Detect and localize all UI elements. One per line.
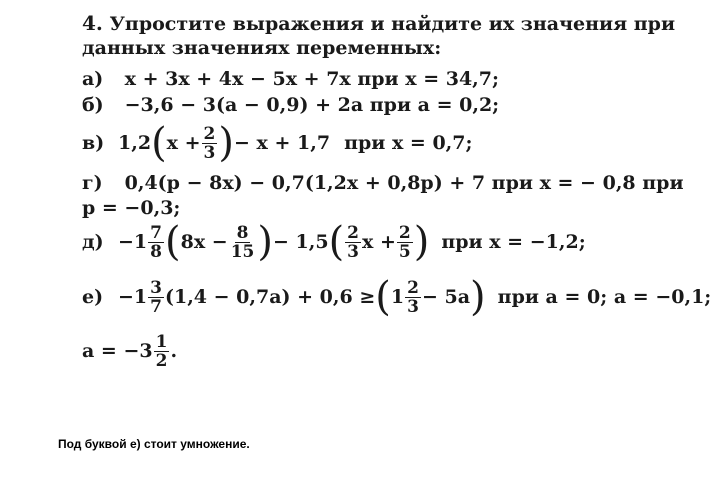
item-a — [82, 68, 499, 90]
denominator: 8 — [150, 241, 162, 262]
task-title-line2: данных значениях переменных: — [82, 37, 442, 59]
item-d-line2: p = −0,3; — [82, 197, 181, 219]
mixed-number — [118, 224, 165, 261]
fraction — [397, 224, 413, 261]
fraction — [229, 224, 257, 261]
term: x + — [362, 231, 396, 253]
term: a = −3 — [82, 340, 153, 362]
denominator: 3 — [203, 142, 216, 163]
item-c-post: − x + 1,7 — [234, 132, 331, 154]
paren-close: ) — [257, 219, 273, 265]
paren-open: ( — [375, 274, 391, 320]
item-b — [82, 94, 499, 116]
item-d — [82, 172, 684, 194]
paren-close: ) — [413, 219, 430, 265]
item-e — [82, 218, 586, 266]
item-a-label: а) — [82, 68, 104, 90]
denominator: 5 — [398, 241, 411, 262]
denominator: 2 — [155, 350, 168, 371]
item-f — [82, 272, 711, 322]
numerator: 2 — [347, 222, 360, 243]
item-c-label: в) — [82, 132, 105, 154]
fraction — [148, 224, 164, 261]
item-c-mid: x + — [166, 132, 201, 154]
item-e-condition: при x = −1,2; — [441, 231, 586, 253]
item-b-label: б) — [82, 94, 104, 116]
denominator: 3 — [347, 241, 360, 262]
item-f-condition: при a = 0; a = −0,1; — [497, 286, 711, 308]
paren-close: ) — [470, 274, 486, 320]
numerator: 3 — [150, 277, 162, 298]
item-c — [82, 122, 473, 164]
item-d-label: г) — [82, 172, 103, 194]
whole-part: −1 — [118, 286, 148, 308]
paren-open: ( — [151, 120, 167, 166]
task-title: Упростите выражения и найдите их значения при — [109, 13, 676, 35]
denominator: 7 — [150, 296, 162, 317]
whole-part: −1 — [118, 231, 148, 253]
item-b-expression: −3,6 − 3(a − 0,9) + 2a при a = 0,2; — [124, 94, 500, 116]
fraction — [148, 279, 164, 316]
fraction — [202, 125, 218, 162]
denominator: 3 — [407, 296, 419, 317]
item-e-label: д) — [82, 231, 104, 253]
denominator: 15 — [230, 241, 255, 262]
fraction — [154, 333, 170, 370]
item-c-coef: 1,2 — [118, 132, 152, 154]
fraction — [405, 279, 421, 316]
term: − 5a — [421, 286, 471, 308]
numerator: 1 — [155, 331, 168, 352]
numerator: 8 — [236, 222, 249, 243]
item-f-label: е) — [82, 286, 104, 308]
fraction — [345, 224, 361, 261]
task-title-line1 — [82, 12, 675, 35]
term: 8x − — [180, 231, 228, 253]
paren-open: ( — [328, 219, 345, 265]
paren-open: ( — [164, 219, 181, 265]
item-c-condition: при x = 0,7; — [344, 132, 473, 154]
note-text: Под буквой е) стоит умножение. — [58, 437, 250, 451]
task-number: 4. — [82, 11, 103, 35]
term: (1,4 − 0,7a) + 0,6 ≥ — [164, 286, 376, 308]
numerator: 7 — [150, 222, 162, 243]
item-a-expression: x + 3x + 4x − 5x + 7x при x = 34,7; — [124, 68, 500, 90]
period: . — [170, 340, 178, 362]
item-f-line2 — [82, 330, 177, 372]
item-d-expression: 0,4(p − 8x) − 0,7(1,2x + 0,8p) + 7 при x = − 0,8 при — [124, 172, 684, 194]
numerator: 2 — [398, 222, 411, 243]
numerator: 2 — [407, 277, 419, 298]
term: − 1,5 — [272, 231, 329, 253]
mixed-number — [118, 279, 165, 316]
mixed-number — [391, 279, 422, 316]
whole-part: 1 — [390, 286, 405, 308]
numerator: 2 — [203, 123, 216, 144]
paren-close: ) — [218, 120, 234, 166]
